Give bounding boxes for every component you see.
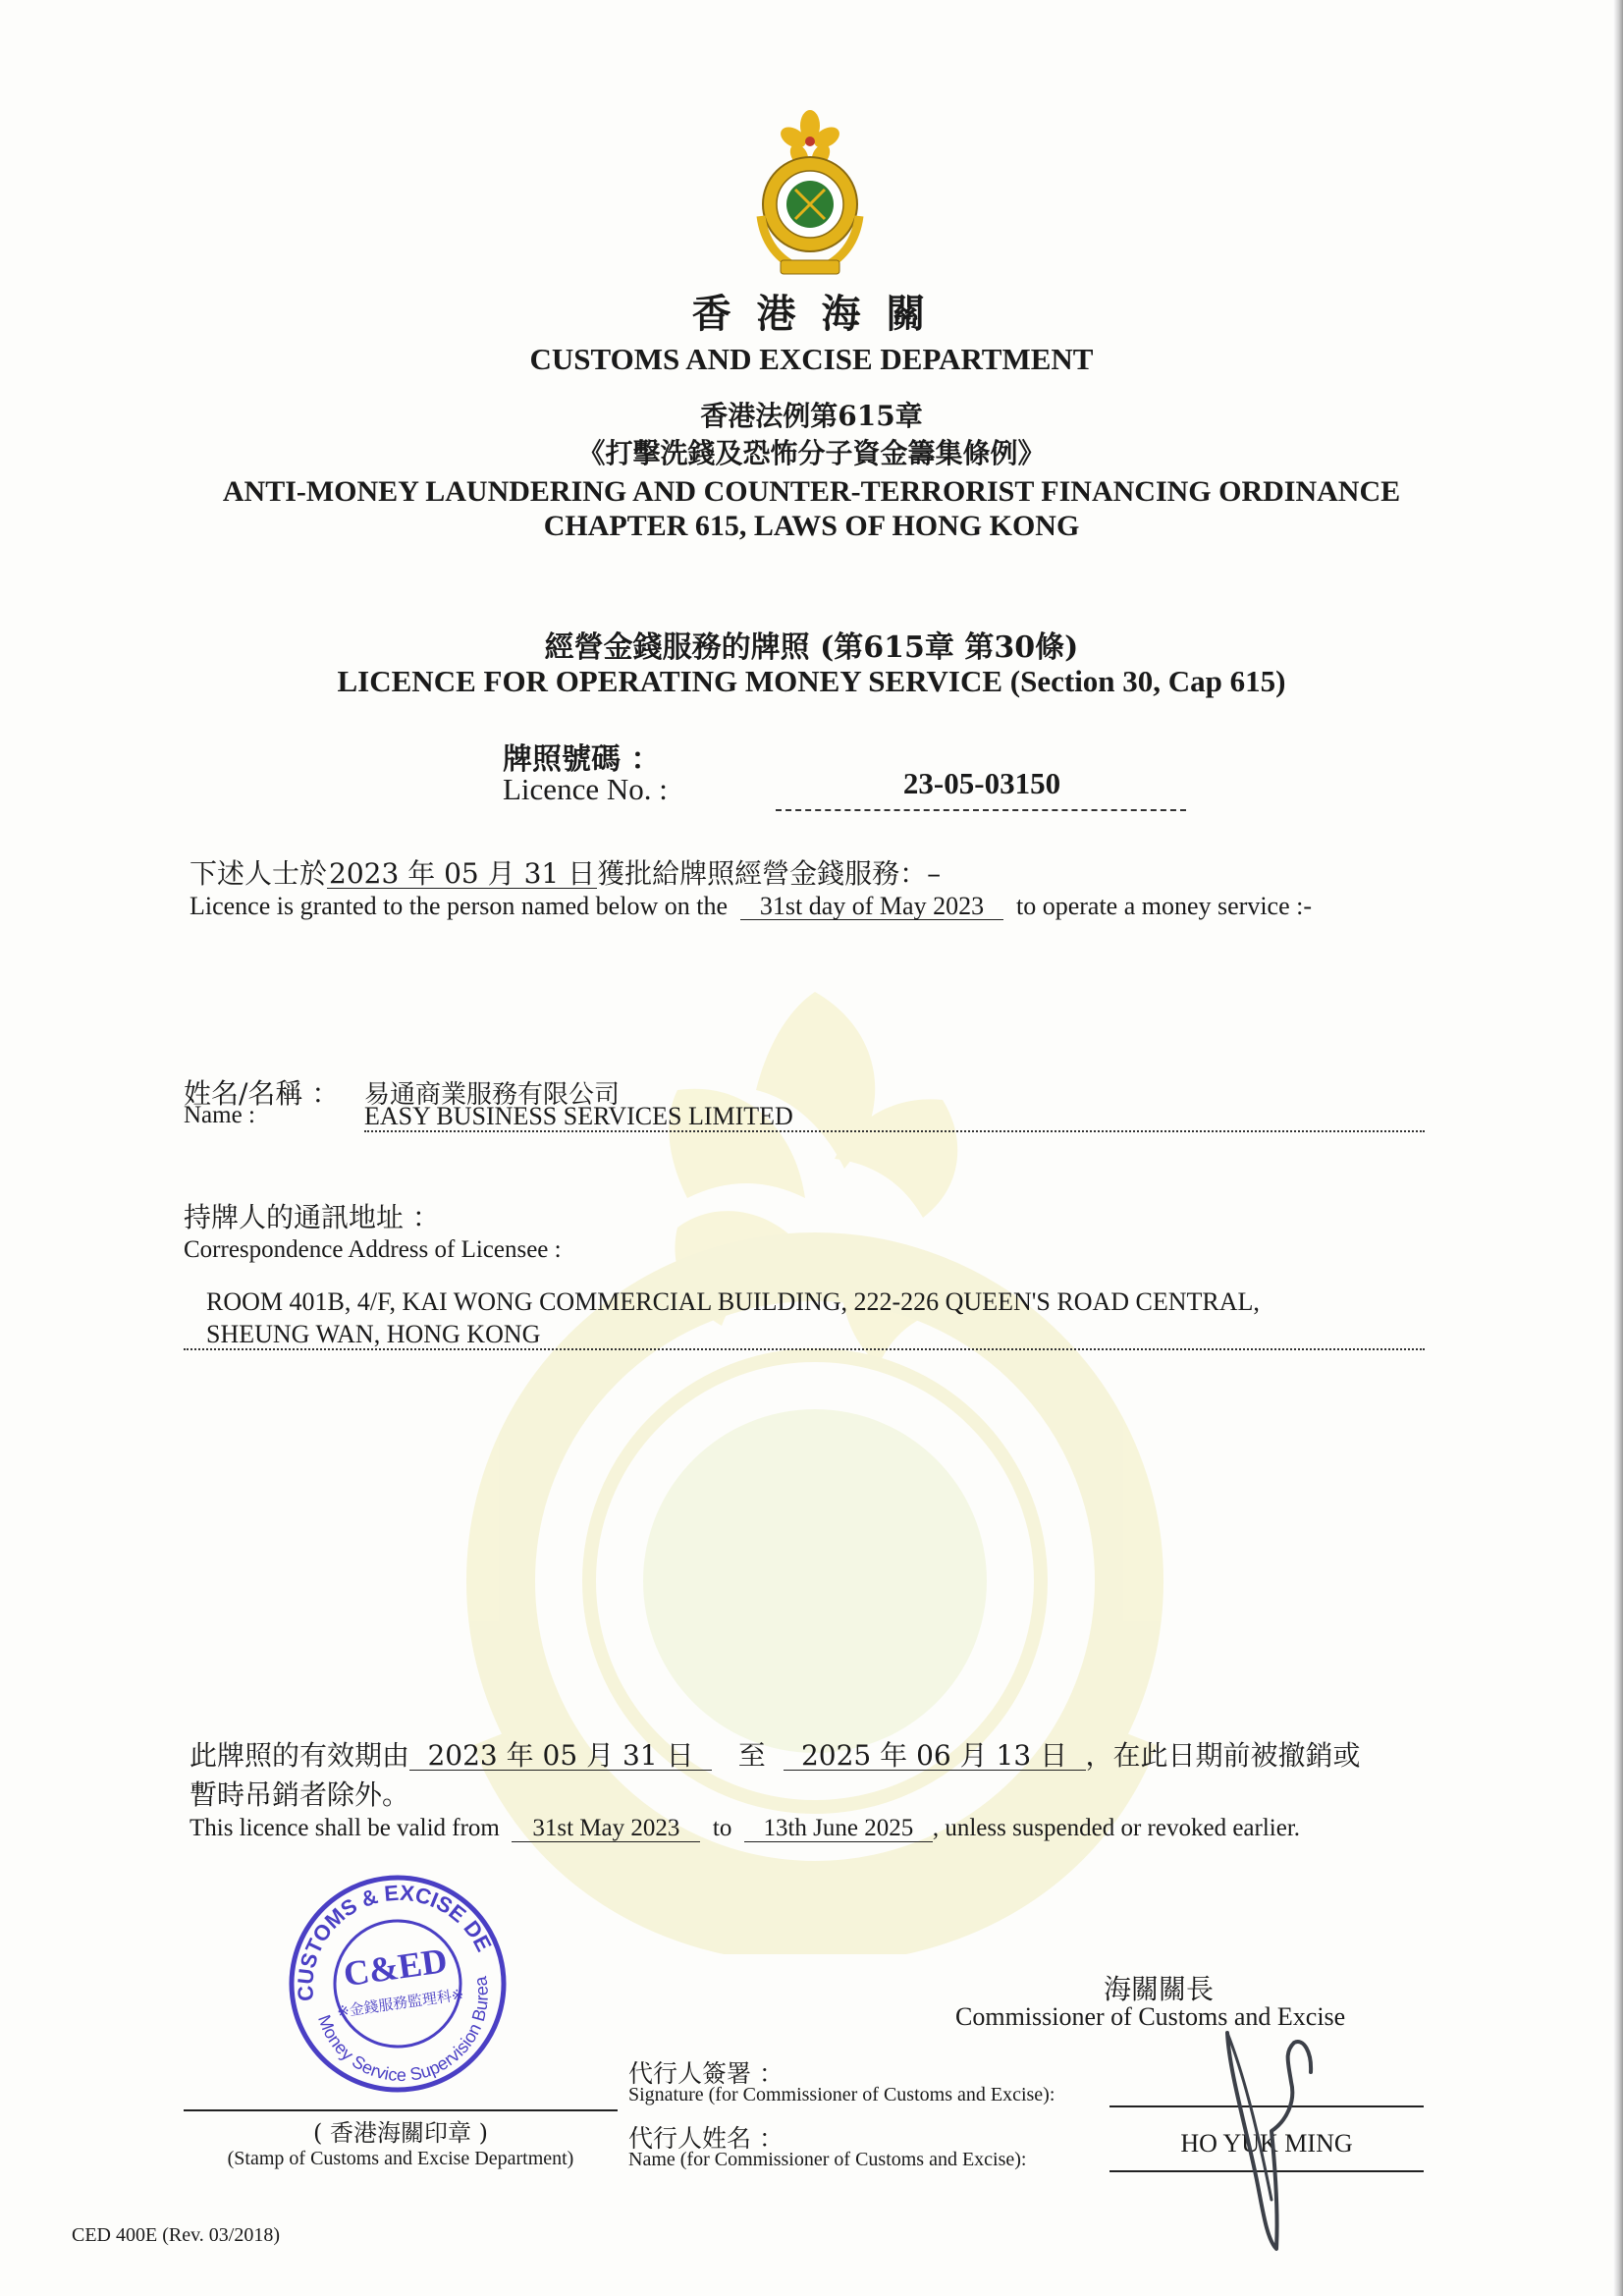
law-chapter-en: CHAPTER 615, LAWS OF HONG KONG (543, 510, 1080, 542)
grant-line-en: Licence is granted to the person named below on the 31st day of May 2023 to operate a money service :- (189, 892, 1313, 920)
stamp-ring-top: CUSTOMS & EXCISE DEPT. (293, 1880, 497, 2002)
address-line-2: SHEUNG WAN, HONG KONG (206, 1320, 541, 1348)
grant-line-zh: 下述人士於2023 年 05 月 31 日獲批給牌照經營金錢服務：– (189, 857, 942, 890)
stamp-underline (184, 2109, 618, 2111)
licence-title-zh: 經營金錢服務的牌照 (第615章 第30條) (544, 630, 1079, 665)
name-underline (364, 1130, 1425, 1132)
name-label-en: Name : (184, 1102, 255, 1128)
signature-label-en: Signature (for Commissioner of Customs and Excise): (628, 2084, 1055, 2105)
name-value-zh: 易通商業服務有限公司 (364, 1080, 621, 1110)
law-title-zh: 《打擊洗錢及恐怖分子資金籌集條例》 (577, 437, 1046, 469)
name-field-label-zh: 代行人姓名 ： (628, 2124, 784, 2153)
emblem-ribbon (781, 260, 839, 274)
department-name-en: CUSTOMS AND EXCISE DEPARTMENT (529, 342, 1094, 376)
signature-label-zh: 代行人簽署 ： (628, 2059, 784, 2088)
name-label-zh: 姓名/名稱 ： (184, 1077, 340, 1110)
licence-no-underline (776, 809, 1186, 811)
law-chapter-zh: 香港法例第615章 (700, 400, 923, 432)
validity-to-zh: 2025 年 06 月 13 日 (784, 1741, 1086, 1771)
grant-date-en: 31st day of May 2023 (740, 893, 1003, 920)
validity-from-en: 31st May 2023 (512, 1816, 700, 1842)
licence-no-value: 23-05-03150 (902, 766, 1061, 800)
law-title-en: ANTI-MONEY LAUNDERING AND COUNTER-TERRORIST FINANCING ORDINANCE (222, 475, 1401, 508)
address-label-en: Correspondence Address of Licensee : (184, 1236, 562, 1263)
department-name-zh: 香 港 海 關 (691, 292, 932, 337)
commissioner-title-zh: 海關關長 (1104, 1973, 1215, 2005)
watermark-center (643, 1409, 987, 1753)
validity-line-zh-2: 暫時吊銷者除外。 (189, 1778, 410, 1811)
validity-line-en: This licence shall be valid from 31st May 2023 to 13th June 2025 , unless suspended or revoked earlier. (189, 1815, 1301, 1841)
address-line-1: ROOM 401B, 4/F, KAI WONG COMMERCIAL BUILDING, 222-226 QUEEN'S ROAD CENTRAL, (206, 1287, 1260, 1316)
handwritten-signature (1217, 2013, 1325, 2259)
grant-date-zh: 2023 年 05 月 31 日 (329, 857, 596, 890)
commissioner-title-en: Commissioner of Customs and Excise (955, 2002, 1346, 2031)
stamp-caption-en: (Stamp of Customs and Excise Department) (227, 2148, 574, 2169)
licence-title-en: LICENCE FOR OPERATING MONEY SERVICE (Section 30, Cap 615) (337, 664, 1286, 698)
stamp-center-text: C&ED (341, 1940, 450, 1995)
validity-line-zh: 此牌照的有效期由 2023 年 05 月 31 日 至 2025 年 06 月 13 日 ，在此日期前被撤銷或 (189, 1739, 1361, 1772)
stamp-ring-bottom: Money Service Supervision Bureau (313, 1975, 492, 2085)
address-underline (184, 1348, 1425, 1350)
customs-emblem (736, 108, 884, 280)
form-reference: CED 400E (Rev. 03/2018) (72, 2224, 281, 2246)
validity-to-en: 13th June 2025 (744, 1816, 933, 1842)
licence-no-label-en: Licence No. : (503, 772, 668, 806)
department-stamp (285, 1871, 511, 2097)
name-field-label-en: Name (for Commissioner of Customs and Excise): (628, 2149, 1027, 2170)
address-label-zh: 持牌人的通訊地址 ： (184, 1201, 440, 1233)
validity-from-zh: 2023 年 05 月 31 日 (409, 1741, 712, 1771)
stamp-caption-zh: ( 香港海關印章 ) (313, 2119, 488, 2147)
licence-no-label-zh: 牌照號碼 ： (503, 742, 661, 777)
signatory-name: HO YUK MING (1180, 2129, 1353, 2158)
name-value-en: EASY BUSINESS SERVICES LIMITED (364, 1102, 793, 1130)
stamp-inner-zh: ※金錢服務監理科※ (336, 1985, 465, 2021)
